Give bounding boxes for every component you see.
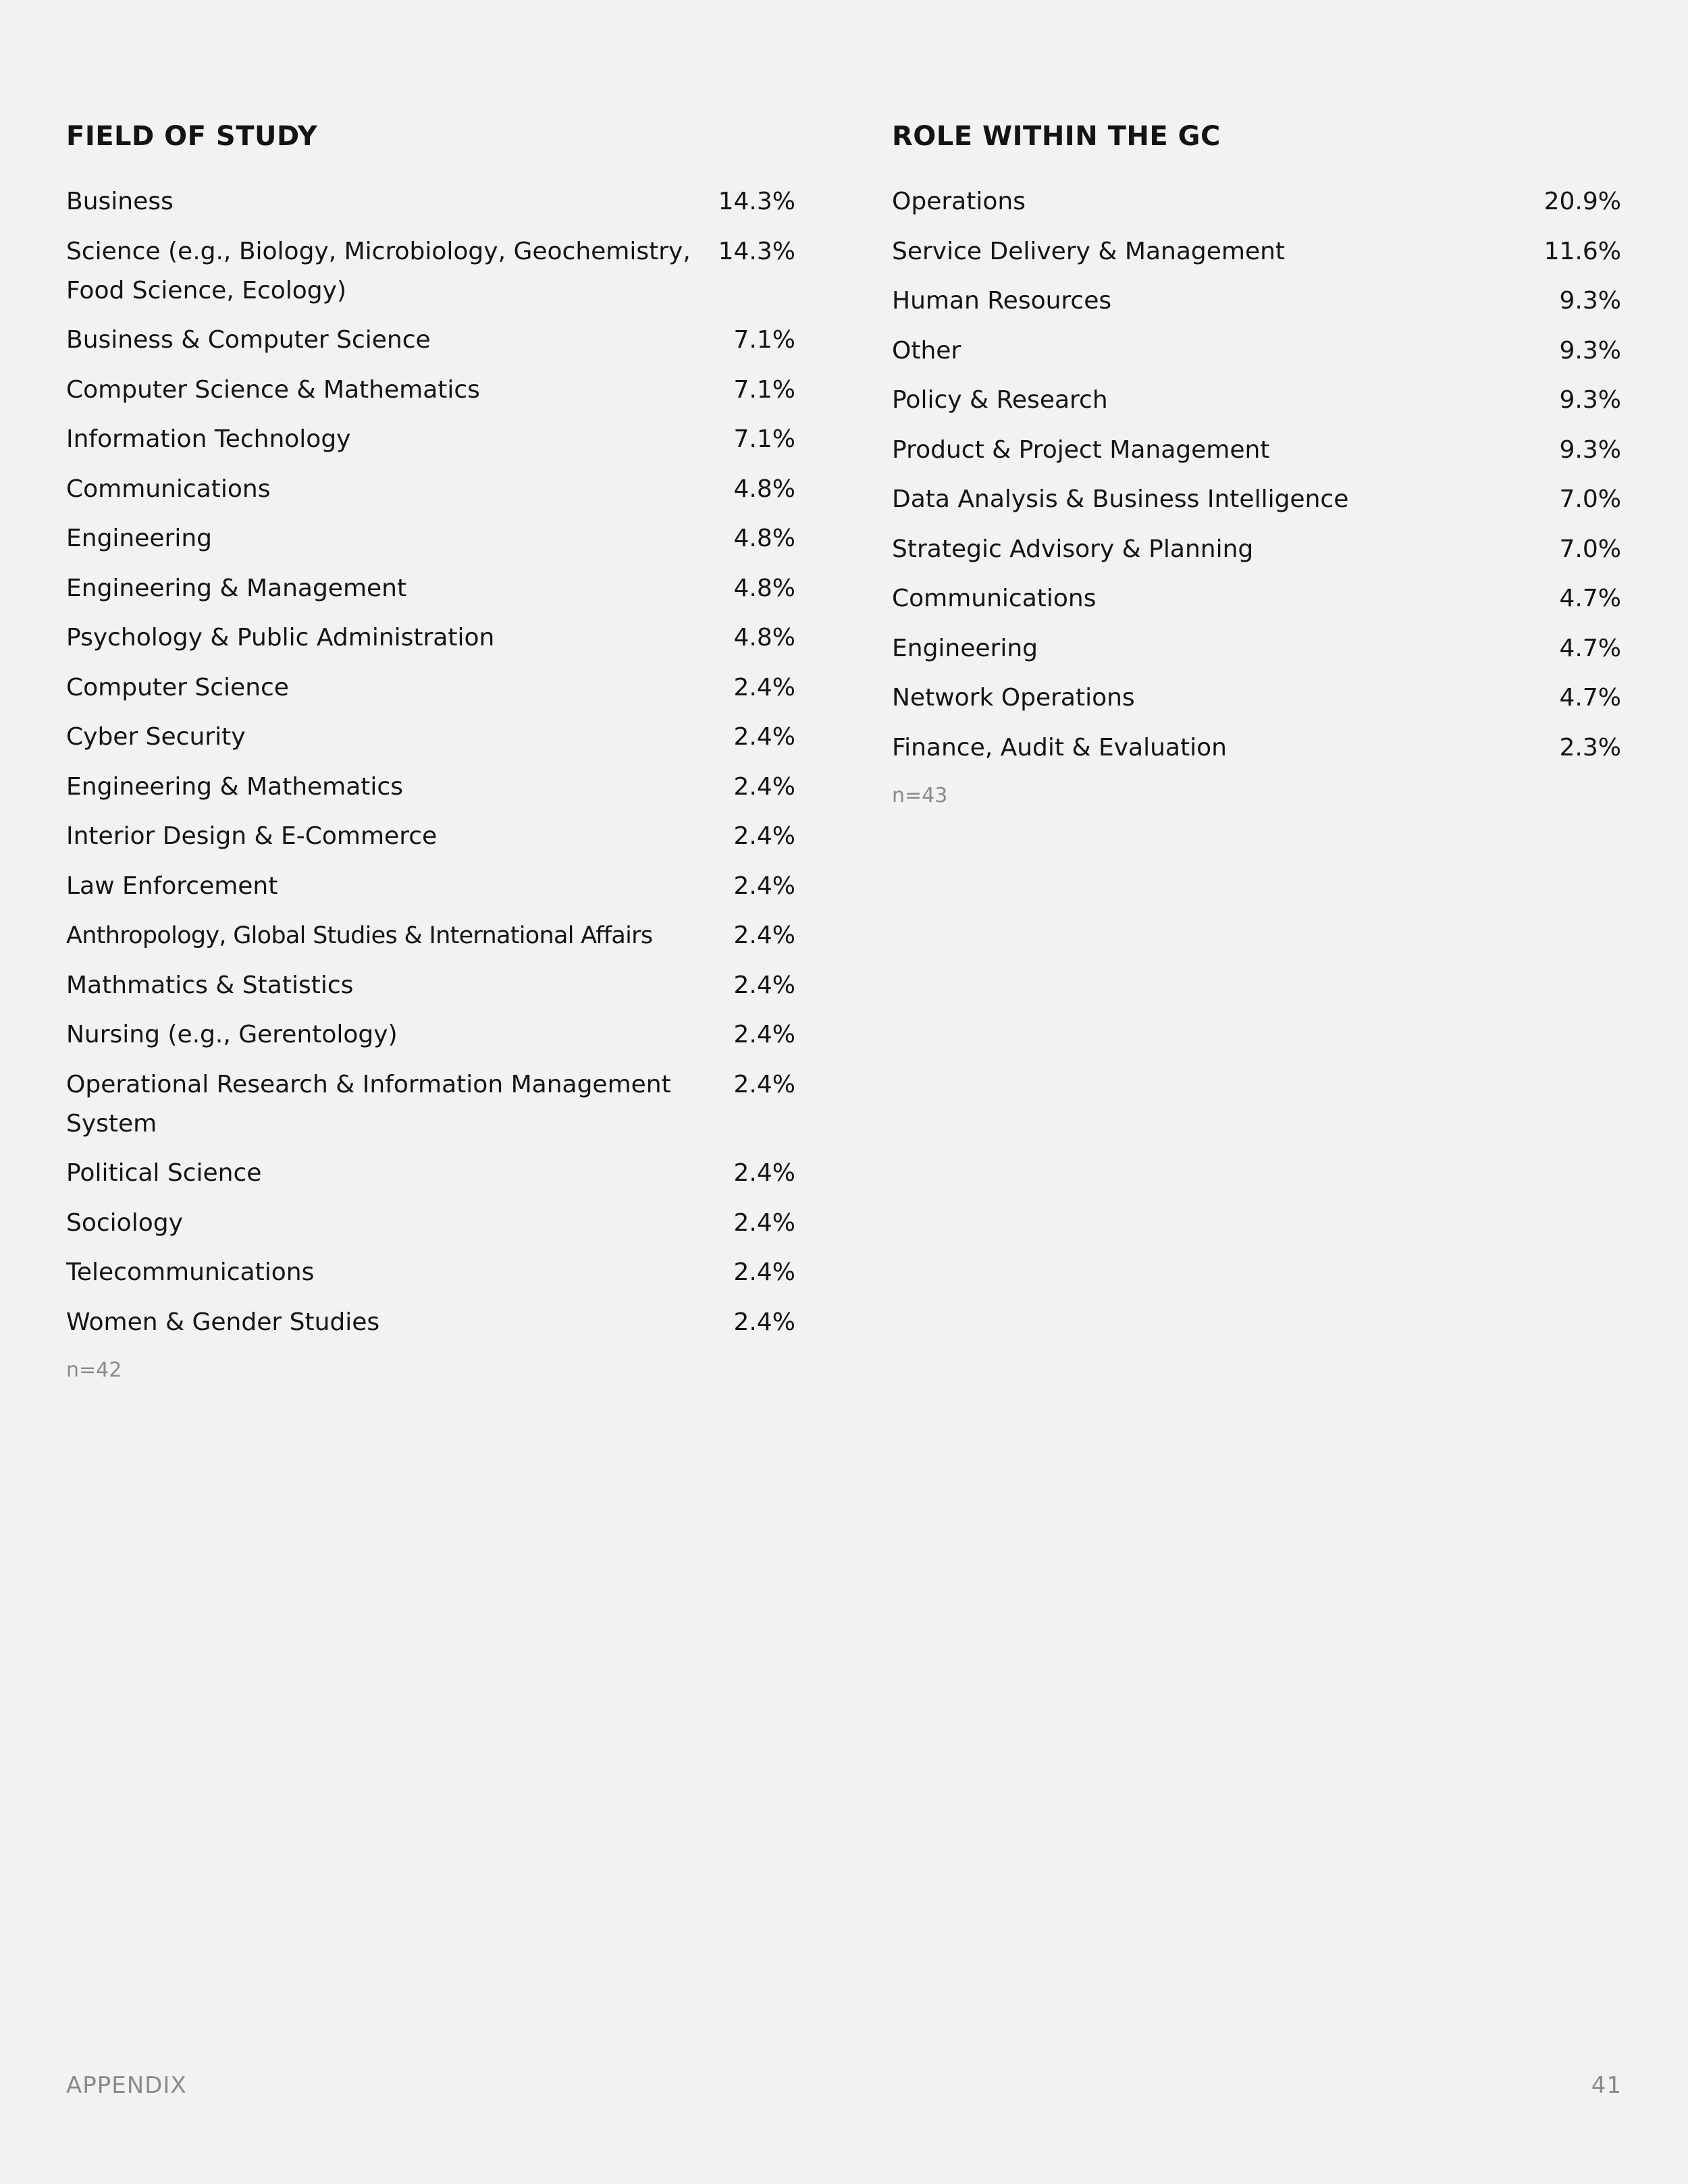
item-label: Law Enforcement — [66, 872, 278, 900]
item-value: 2.4% — [733, 1021, 795, 1048]
item-label: Information Technology — [66, 425, 351, 453]
item-value: 7.1% — [733, 425, 795, 453]
list-item — [66, 867, 795, 906]
item-value: 2.4% — [733, 1308, 795, 1336]
field-of-study-heading: FIELD OF STUDY — [66, 121, 318, 152]
item-label: Engineering & Mathematics — [66, 772, 403, 801]
item-value: 4.7% — [1559, 684, 1621, 712]
item-label: Business & Computer Science — [66, 326, 431, 354]
item-label: Political Science — [66, 1159, 262, 1187]
item-value: 2.4% — [733, 922, 795, 949]
list-item — [66, 817, 795, 856]
list-item — [892, 232, 1621, 271]
list-item — [66, 1065, 795, 1144]
list-item — [66, 182, 795, 221]
item-label: Operational Research & Information Management System — [66, 1070, 671, 1138]
list-item — [892, 678, 1621, 718]
item-value: 7.0% — [1559, 485, 1621, 513]
item-label: Science (e.g., Biology, Microbiology, Geochemistry, Food Science, Ecology) — [66, 237, 691, 304]
list-item — [66, 371, 795, 410]
item-value: 2.4% — [733, 1070, 795, 1098]
footer-section-label: APPENDIX — [66, 2072, 187, 2099]
item-label: Sociology — [66, 1208, 183, 1237]
list-item — [66, 519, 795, 558]
item-value: 4.8% — [733, 574, 795, 602]
item-label: Operations — [892, 188, 1026, 215]
item-value: 4.8% — [733, 475, 795, 503]
list-item — [892, 331, 1621, 371]
item-label: Psychology & Public Administration — [66, 624, 495, 651]
item-value: 7.0% — [1559, 535, 1621, 563]
list-item — [892, 480, 1621, 519]
role-within-gc-heading: ROLE WITHIN THE GC — [892, 121, 1221, 152]
item-label: Mathmatics & Statistics — [66, 971, 354, 999]
sample-size: n=43 — [892, 783, 948, 807]
list-item — [66, 569, 795, 608]
list-item — [892, 629, 1621, 668]
role-within-gc-list — [892, 182, 1621, 768]
item-label: Engineering & Management — [66, 574, 407, 602]
item-value: 2.4% — [733, 673, 795, 701]
item-label: Engineering — [66, 525, 212, 552]
list-item — [66, 1154, 795, 1193]
item-label: Other — [892, 336, 961, 365]
role-within-gc-section — [892, 115, 1621, 811]
item-label: Engineering — [892, 634, 1038, 662]
list-item — [66, 768, 795, 807]
list-item — [892, 530, 1621, 569]
item-label: Women & Gender Studies — [66, 1308, 380, 1336]
item-label: Computer Science — [66, 673, 289, 701]
list-item — [892, 182, 1621, 221]
item-value: 2.4% — [733, 1258, 795, 1286]
item-value: 2.4% — [733, 723, 795, 751]
item-value: 4.8% — [733, 624, 795, 651]
list-item — [66, 232, 795, 311]
item-value: 2.3% — [1559, 733, 1621, 762]
list-item — [66, 1015, 795, 1055]
item-label: Finance, Audit & Evaluation — [892, 733, 1227, 762]
item-value: 9.3% — [1559, 435, 1621, 464]
list-item — [66, 618, 795, 658]
item-value: 7.1% — [733, 375, 795, 404]
list-item — [892, 728, 1621, 768]
item-label: Service Delivery & Management — [892, 237, 1286, 265]
item-value: 4.7% — [1559, 585, 1621, 612]
item-value: 4.7% — [1559, 634, 1621, 662]
item-label: Cyber Security — [66, 723, 246, 751]
item-label: Computer Science & Mathematics — [66, 375, 480, 404]
list-item — [66, 1303, 795, 1342]
list-item — [66, 718, 795, 757]
item-value: 2.4% — [733, 872, 795, 900]
item-value: 9.3% — [1559, 336, 1621, 365]
item-label: Product & Project Management — [892, 435, 1270, 464]
item-value: 2.4% — [733, 822, 795, 850]
list-item — [66, 966, 795, 1005]
item-value: 4.8% — [733, 525, 795, 552]
item-value: 9.3% — [1559, 386, 1621, 414]
page-number: 41 — [1591, 2072, 1622, 2099]
field-of-study-list — [66, 182, 795, 1342]
list-item — [66, 916, 795, 955]
item-label: Communications — [66, 475, 271, 503]
sample-size: n=42 — [66, 1358, 122, 1382]
list-item — [892, 579, 1621, 618]
item-value: 2.4% — [733, 1159, 795, 1187]
item-value: 9.3% — [1559, 287, 1621, 315]
item-label: Anthropology, Global Studies & International Affairs — [66, 922, 653, 949]
item-value: 20.9% — [1544, 188, 1621, 215]
list-item — [66, 668, 795, 708]
list-item — [66, 420, 795, 459]
item-label: Human Resources — [892, 287, 1112, 315]
item-label: Telecommunications — [66, 1258, 315, 1286]
list-item — [66, 321, 795, 360]
field-of-study-section — [66, 115, 795, 1385]
item-label: Strategic Advisory & Planning — [892, 535, 1254, 563]
list-item — [892, 431, 1621, 470]
list-item — [66, 1253, 795, 1292]
item-value: 14.3% — [718, 188, 795, 215]
item-label: Network Operations — [892, 684, 1135, 712]
item-label: Communications — [892, 585, 1097, 612]
item-value: 2.4% — [733, 772, 795, 801]
item-label: Policy & Research — [892, 386, 1108, 414]
list-item — [892, 381, 1621, 420]
list-item — [66, 470, 795, 509]
item-value: 11.6% — [1544, 237, 1621, 265]
item-label: Data Analysis & Business Intelligence — [892, 485, 1349, 513]
list-item — [66, 1204, 795, 1243]
item-label: Nursing (e.g., Gerentology) — [66, 1021, 398, 1048]
item-value: 2.4% — [733, 1208, 795, 1237]
item-label: Business — [66, 188, 174, 215]
item-label: Interior Design & E-Commerce — [66, 822, 438, 850]
item-value: 2.4% — [733, 971, 795, 999]
item-value: 14.3% — [718, 237, 795, 265]
item-value: 7.1% — [733, 326, 795, 354]
list-item — [892, 282, 1621, 321]
